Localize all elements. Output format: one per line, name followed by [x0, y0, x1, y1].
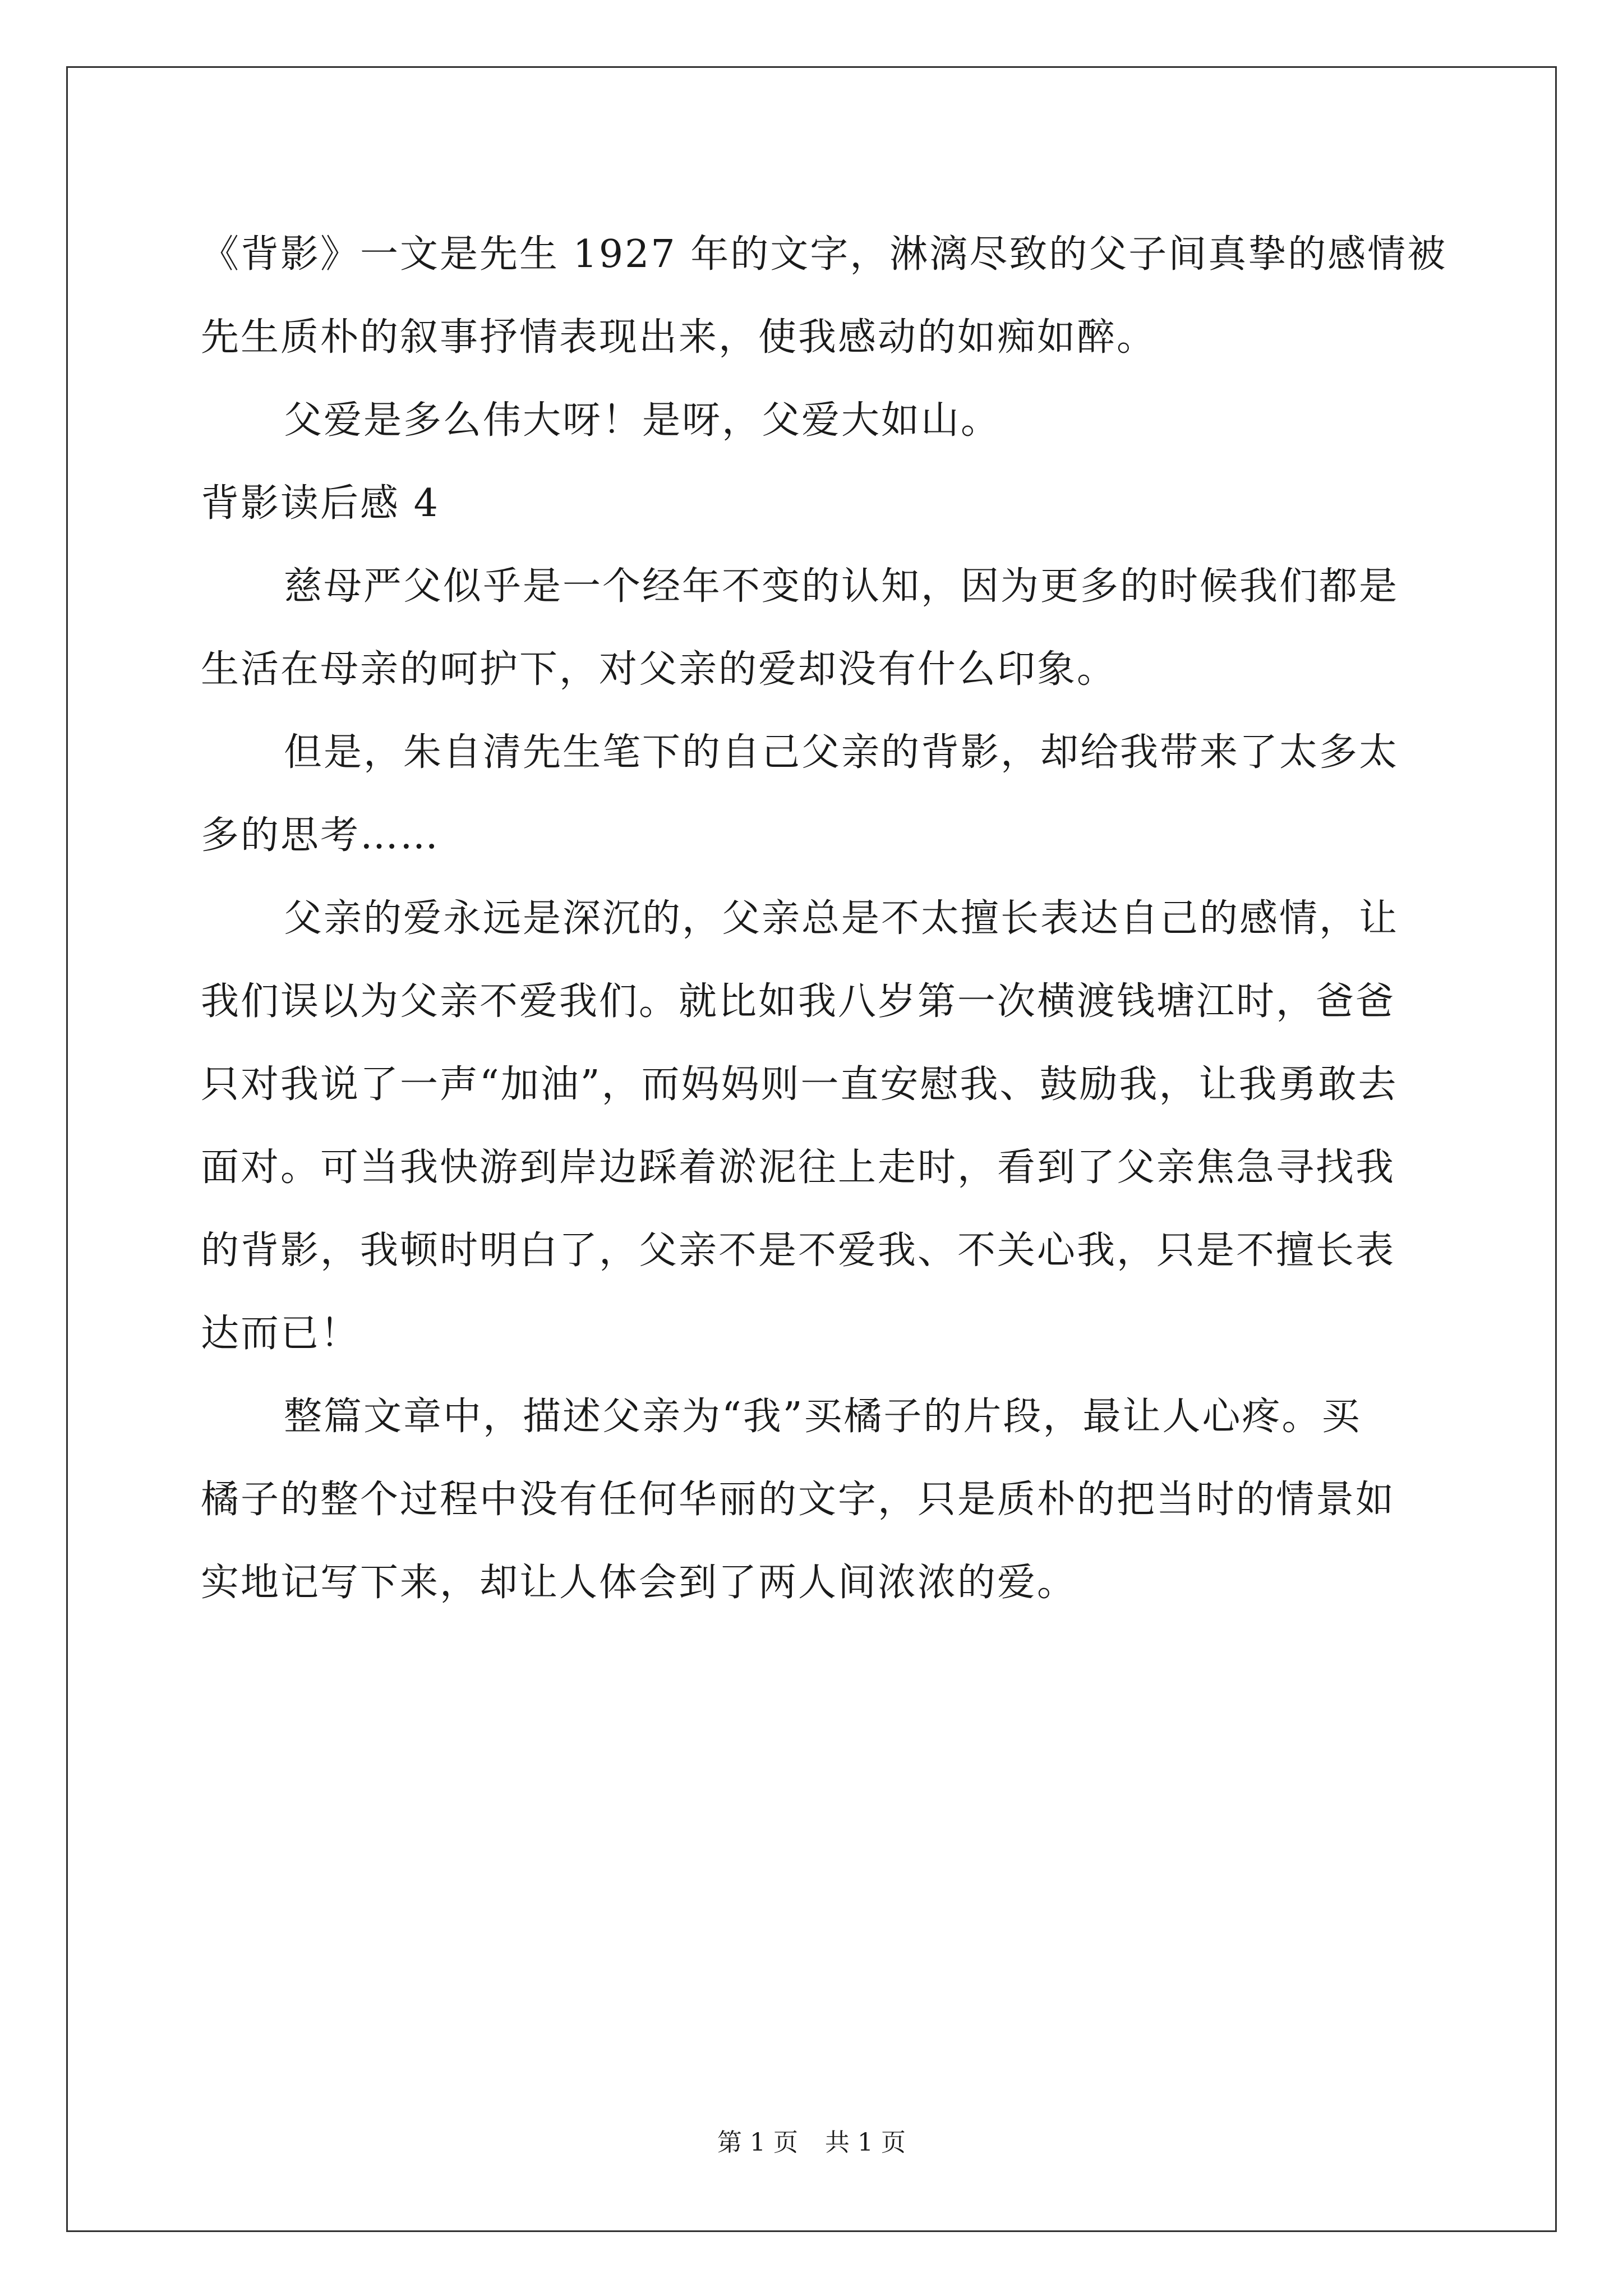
text-line: 但是，朱自清先生笔下的自己父亲的背影，却给我带来了太多太: [284, 730, 1399, 775]
text-line: 的背影，我顿时明白了，父亲不是不爱我、不关心我，只是不擅长表: [201, 1228, 1396, 1273]
text-line: 父亲的爱永远是深沉的，父亲总是不太擅长表达自己的感情，让: [284, 896, 1399, 941]
text-line: 只对我说了一声“加油”，而妈妈则一直安慰我、鼓励我，让我勇敢去: [201, 1062, 1398, 1107]
page-number-total: 共 1 页: [825, 2128, 906, 2157]
page-number-current: 第 1 页: [717, 2128, 798, 2157]
text-line: 达而已！: [201, 1312, 361, 1356]
text-line: 我们误以为父亲不爱我们。就比如我八岁第一次横渡钱塘江时，爸爸: [201, 979, 1396, 1024]
document-body: [201, 213, 1447, 1625]
text-line: 实地记写下来，却让人体会到了两人间浓浓的爱。: [201, 1561, 1077, 1605]
text-line: 父爱是多么伟大呀！是呀，父爱大如山。: [284, 398, 1001, 443]
section-heading: 背影读后感 4: [201, 481, 440, 526]
text-line: 慈母严父似乎是一个经年不变的认知，因为更多的时候我们都是: [284, 564, 1399, 609]
text-line: 《背影》一文是先生 1927 年的文字，淋漓尽致的父子间真挚的感情被: [201, 232, 1447, 277]
text-line: 生活在母亲的呵护下，对父亲的爱却没有什么印象。: [201, 647, 1117, 692]
text-line: 多的思考……: [201, 813, 440, 858]
page-footer: [0, 2126, 1623, 2160]
text-line: 整篇文章中，描述父亲为“我”买橘子的片段，最让人心疼。买: [284, 1395, 1362, 1439]
text-line: 橘子的整个过程中没有任何华丽的文字，只是质朴的把当时的情景如: [201, 1478, 1396, 1522]
text-line: 先生质朴的叙事抒情表现出来，使我感动的如痴如醉。: [201, 315, 1157, 360]
text-line: 面对。可当我快游到岸边踩着淤泥往上走时，看到了父亲焦急寻找我: [201, 1145, 1396, 1190]
